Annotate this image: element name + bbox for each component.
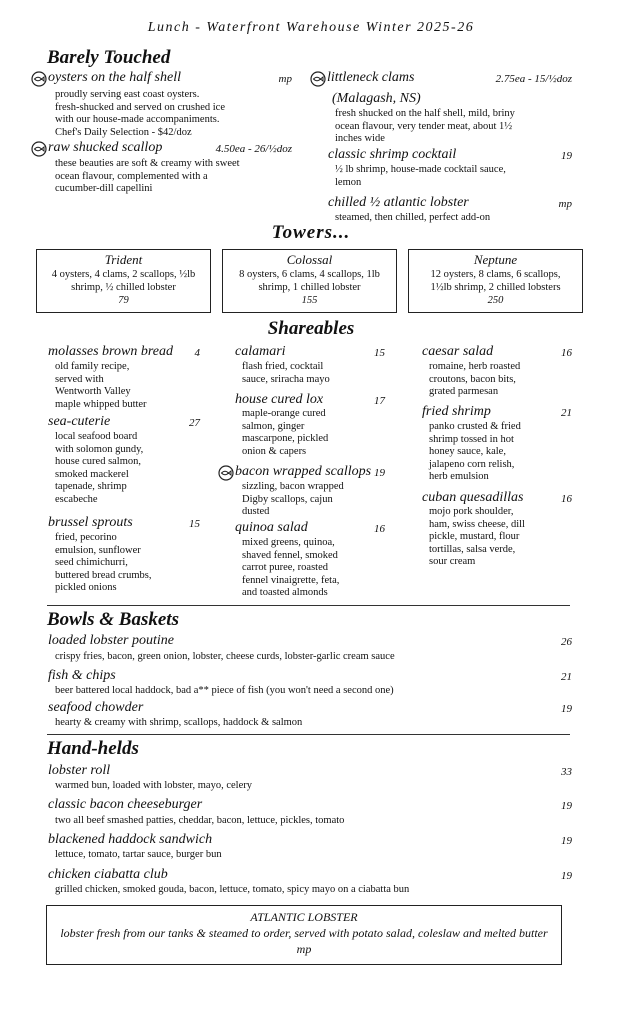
desc-clams: fresh shucked on the half shell, mild, briny ocean flavour, very tender meat, about 1½ inches wide xyxy=(335,108,515,145)
divider xyxy=(47,734,570,735)
fish-badge-icon xyxy=(310,71,326,87)
desc-shrimp-cocktail: ½ lb shrimp, house-made cocktail sauce, lemon xyxy=(335,164,506,188)
price-caesar-salad: 16 xyxy=(561,347,572,359)
item-chicken-club: chicken ciabatta club xyxy=(48,867,168,882)
desc-sea-cuterie: local seafood board with solomon gundy, house cured salmon, smoked mackerel tapenade, shrimp escabeche xyxy=(55,431,144,505)
atlantic-lobster-desc: lobster fresh from our tanks & steamed to order, served with potato salad, coleslaw and melted butter xyxy=(60,926,548,940)
item-bacon-wrapped-scallops: bacon wrapped scallops xyxy=(235,464,372,479)
tower-trident: Trident 4 oysters, 4 clams, 2 scallops, ½lb shrimp, ½ chilled lobster 79 xyxy=(36,249,211,313)
item-oysters: oysters on the half shell xyxy=(48,70,181,85)
fish-badge-icon xyxy=(31,141,47,157)
item-caesar-salad: caesar salad xyxy=(422,344,494,359)
price-lobster-roll: 33 xyxy=(561,766,572,778)
item-haddock-sandwich: blackened haddock sandwich xyxy=(48,832,213,847)
item-lobster-poutine: loaded lobster poutine xyxy=(48,633,174,648)
atlantic-lobster-title: ATLANTIC LOBSTER xyxy=(250,910,358,924)
price-house-cured-lox: 17 xyxy=(374,395,385,407)
price-oysters: mp xyxy=(278,73,292,85)
menu-title: Lunch - Waterfront Warehouse Winter 2025-26 xyxy=(147,20,475,35)
price-chicken-club: 19 xyxy=(561,870,572,882)
item-sea-cuterie: sea-cuterie xyxy=(48,414,111,429)
desc-house-cured-lox: maple-orange cured salmon, ginger mascarpone, pickled onion & capers xyxy=(242,408,329,457)
desc-lobster-roll: warmed bun, loaded with lobster, mayo, celery xyxy=(55,780,252,791)
section-title-bowls-baskets: Bowls & Baskets xyxy=(47,609,179,630)
item-clams: littleneck clams xyxy=(327,70,415,85)
desc-lobster-poutine: crispy fries, bacon, green onion, lobster, cheese curds, lobster-garlic cream sauce xyxy=(55,651,395,662)
price-fish-chips: 21 xyxy=(561,671,572,683)
desc-haddock-sandwich: lettuce, tomato, tartar sauce, burger bun xyxy=(55,849,222,860)
desc-fish-chips: beer battered local haddock, bad a** piece of fish (you won't need a second one) xyxy=(55,685,394,696)
desc-caesar-salad: romaine, herb roasted croutons, bacon bits, grated parmesan xyxy=(429,361,521,398)
price-quinoa-salad: 16 xyxy=(374,523,385,535)
price-bacon-cheeseburger: 19 xyxy=(561,800,572,812)
divider xyxy=(47,605,570,606)
desc-fried-shrimp: panko crusted & fried shrimp tossed in hot honey sauce, kale, jalapeno corn relish, herb emulsion xyxy=(429,421,521,483)
item-seafood-chowder: seafood chowder xyxy=(48,700,144,715)
desc-chilled-lobster: steamed, then chilled, perfect add-on xyxy=(335,212,491,223)
item-fried-shrimp: fried shrimp xyxy=(422,404,491,419)
desc-cuban-quesadillas: mojo pork shoulder, ham, swiss cheese, dill pickle, mustard, flour tortillas, salsa verde, sour cream xyxy=(429,506,525,568)
price-calamari: 15 xyxy=(374,347,385,359)
item-lobster-roll: lobster roll xyxy=(48,763,111,778)
price-clams: 2.75ea - 15/½doz xyxy=(495,73,572,85)
item-calamari: calamari xyxy=(235,344,286,359)
section-title-hand-helds: Hand-helds xyxy=(47,738,139,759)
section-title-towers: Towers... xyxy=(271,222,351,243)
tower-colossal: Colossal 8 oysters, 6 clams, 4 scallops, 1lb shrimp, 1 chilled lobster 155 xyxy=(222,249,397,313)
item-bacon-cheeseburger: classic bacon cheeseburger xyxy=(48,797,203,812)
item-brown-bread: molasses brown bread xyxy=(48,344,173,359)
desc-quinoa-salad: mixed greens, quinoa, shaved fennel, smoked carrot puree, roasted fennel vinaigrette, feta, and toasted almonds xyxy=(242,537,340,599)
desc-oysters: proudly serving east coast oysters. fresh-shucked and served on crushed ice with our house-made accompaniments. Chef's Daily Selection - $42/doz xyxy=(55,89,225,138)
price-haddock-sandwich: 19 xyxy=(561,835,572,847)
item-brussel-sprouts: brussel sprouts xyxy=(48,515,133,530)
desc-brown-bread: old family recipe, served with Wentworth Valley maple whipped butter xyxy=(55,361,147,410)
item-shrimp-cocktail: classic shrimp cocktail xyxy=(328,147,457,162)
item-clams-origin: (Malagash, NS) xyxy=(332,91,421,106)
price-seafood-chowder: 19 xyxy=(561,703,572,715)
price-brussel-sprouts: 15 xyxy=(189,518,200,530)
price-cuban-quesadillas: 16 xyxy=(561,493,572,505)
item-chilled-lobster: chilled ½ atlantic lobster xyxy=(328,195,469,210)
item-quinoa-salad: quinoa salad xyxy=(235,520,308,535)
price-fried-shrimp: 21 xyxy=(561,407,572,419)
item-fish-chips: fish & chips xyxy=(48,668,116,683)
desc-bacon-cheeseburger: two all beef smashed patties, cheddar, bacon, lettuce, pickles, tomato xyxy=(55,815,345,826)
price-lobster-poutine: 26 xyxy=(561,636,572,648)
price-bacon-wrapped-scallops: 19 xyxy=(374,467,385,479)
price-raw-scallop: 4.50ea - 26/½doz xyxy=(215,143,292,155)
desc-brussel-sprouts: fried, pecorino emulsion, sunflower seed chimichurri, buttered bread crumbs, pickled onions xyxy=(55,532,152,594)
price-brown-bread: 4 xyxy=(194,347,200,359)
fish-badge-icon xyxy=(31,71,47,87)
desc-raw-scallop: these beauties are soft & creamy with sweet ocean flavour, complemented with a cucumber-dill capellini xyxy=(55,158,240,195)
item-house-cured-lox: house cured lox xyxy=(235,392,324,407)
item-cuban-quesadillas: cuban quesadillas xyxy=(422,490,524,505)
desc-chicken-club: grilled chicken, smoked gouda, bacon, lettuce, tomato, spicy mayo on a ciabatta bun xyxy=(55,884,410,895)
section-title-shareables: Shareables xyxy=(267,318,355,339)
price-shrimp-cocktail: 19 xyxy=(561,150,572,162)
atlantic-lobster-price: mp xyxy=(296,942,312,956)
item-raw-scallop: raw shucked scallop xyxy=(48,140,163,155)
fish-badge-icon xyxy=(218,465,234,481)
atlantic-lobster-box xyxy=(46,905,562,965)
price-sea-cuterie: 27 xyxy=(189,417,200,429)
section-title-barely-touched: Barely Touched xyxy=(47,47,171,68)
tower-neptune: Neptune 12 oysters, 8 clams, 6 scallops, 1½lb shrimp, 2 chilled lobsters 250 xyxy=(408,249,583,313)
desc-bacon-wrapped-scallops: sizzling, bacon wrapped Digby scallops, cajun dusted xyxy=(242,481,344,518)
desc-seafood-chowder: hearty & creamy with shrimp, scallops, haddock & salmon xyxy=(55,717,303,728)
desc-calamari: flash fried, cocktail sauce, sriracha mayo xyxy=(242,361,330,385)
price-chilled-lobster: mp xyxy=(558,198,572,210)
